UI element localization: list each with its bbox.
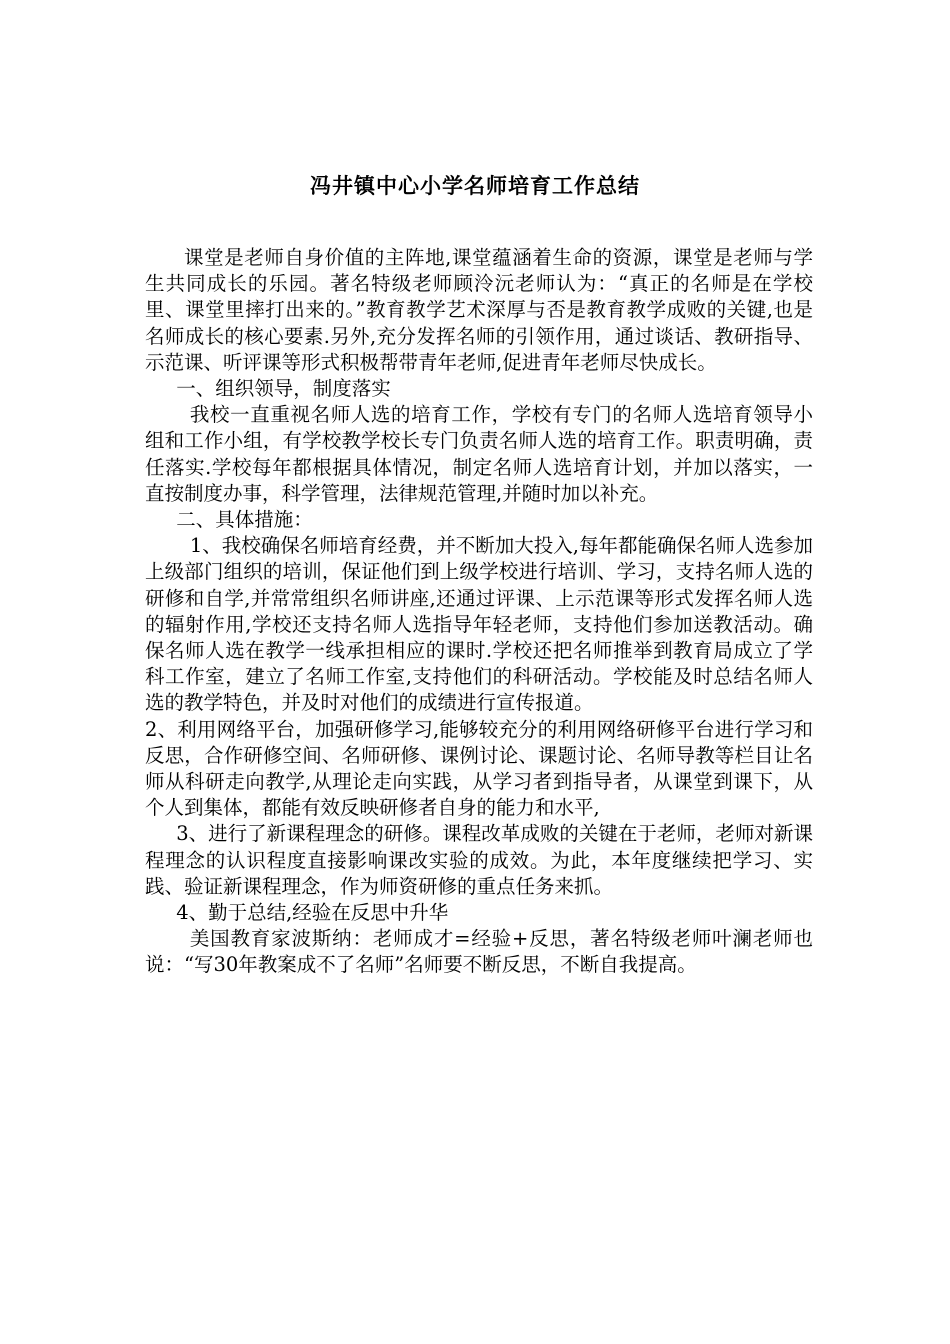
measure-1-paragraph: 1、我校确保名师培育经费，并不断加大投入,每年都能确保名师人选参加上级部门组织的培训，保证他们到上级学校进行培训、学习，支持名师人选的研修和自学,并常常组织名师讲座,还通过评课、上示范课等形式发挥名师人选的辐射作用,学校还支持名师人选指导年轻老师，支持他们参加送教活动。确保名师人选在教学一线承担相应的课时.学校还把名师推举到教育局成立了学科工作室，建立了名师工作室,支持他们的科研活动。学校能及时总结名师人选的教学特色，并及时对他们的成绩进行宣传报道。: [145, 534, 813, 715]
measure-2-paragraph: 2、利用网络平台，加强研修学习,能够较充分的利用网络研修平台进行学习和反思，合作研修空间、名师研修、课例讨论、课题讨论、名师导教等栏目让名师从科研走向教学,从理论走向实践，从学习者到指导者，从课堂到课下，从个人到集体，都能有效反映研修者自身的能力和水平,: [145, 717, 813, 820]
section-1-paragraph: 我校一直重视名师人选的培育工作，学校有专门的名师人选培育领导小组和工作小组，有学校教学校长专门负责名师人选的培育工作。职责明确，责任落实.学校每年都根据具体情况，制定名师人选培育计划，并加以落实，一直按制度办事，科学管理，法律规范管理,并随时加以补充。: [145, 403, 813, 505]
measure-4-heading: 4、勤于总结,经验在反思中升华: [176, 901, 449, 925]
document-title: 冯井镇中心小学名师培育工作总结: [310, 174, 640, 198]
measure-4-paragraph: 美国教育家波斯纳：老师成才=经验+反思，著名特级老师叶澜老师也说：“写30年教案成不了名师”名师要不断反思，不断自我提高。: [145, 927, 813, 977]
measure-3-paragraph: 3、进行了新课程理念的研修。课程改革成败的关键在于老师，老师对新课程理念的认识程度直接影响课改实验的成效。为此，本年度继续把学习、实践、验证新课程理念，作为师资研修的重点任务来抓。: [145, 822, 813, 898]
intro-paragraph: 课堂是老师自身价值的主阵地,课堂蕴涵着生命的资源，课堂是老师与学生共同成长的乐园。著名特级老师顾泠沅老师认为：“真正的名师是在学校里、课堂里摔打出来的。”教育教学艺术深厚与否是教育教学成败的关键,也是名师成长的核心要素.另外,充分发挥名师的引领作用，通过谈话、教研指导、示范课、听评课等形式积极帮带青年老师,促进青年老师尽快成长。: [145, 246, 813, 374]
section-heading-1: 一、组织领导，制度落实: [176, 377, 391, 401]
document-body: [145, 245, 813, 979]
section-heading-2: 二、具体措施：: [176, 508, 313, 532]
